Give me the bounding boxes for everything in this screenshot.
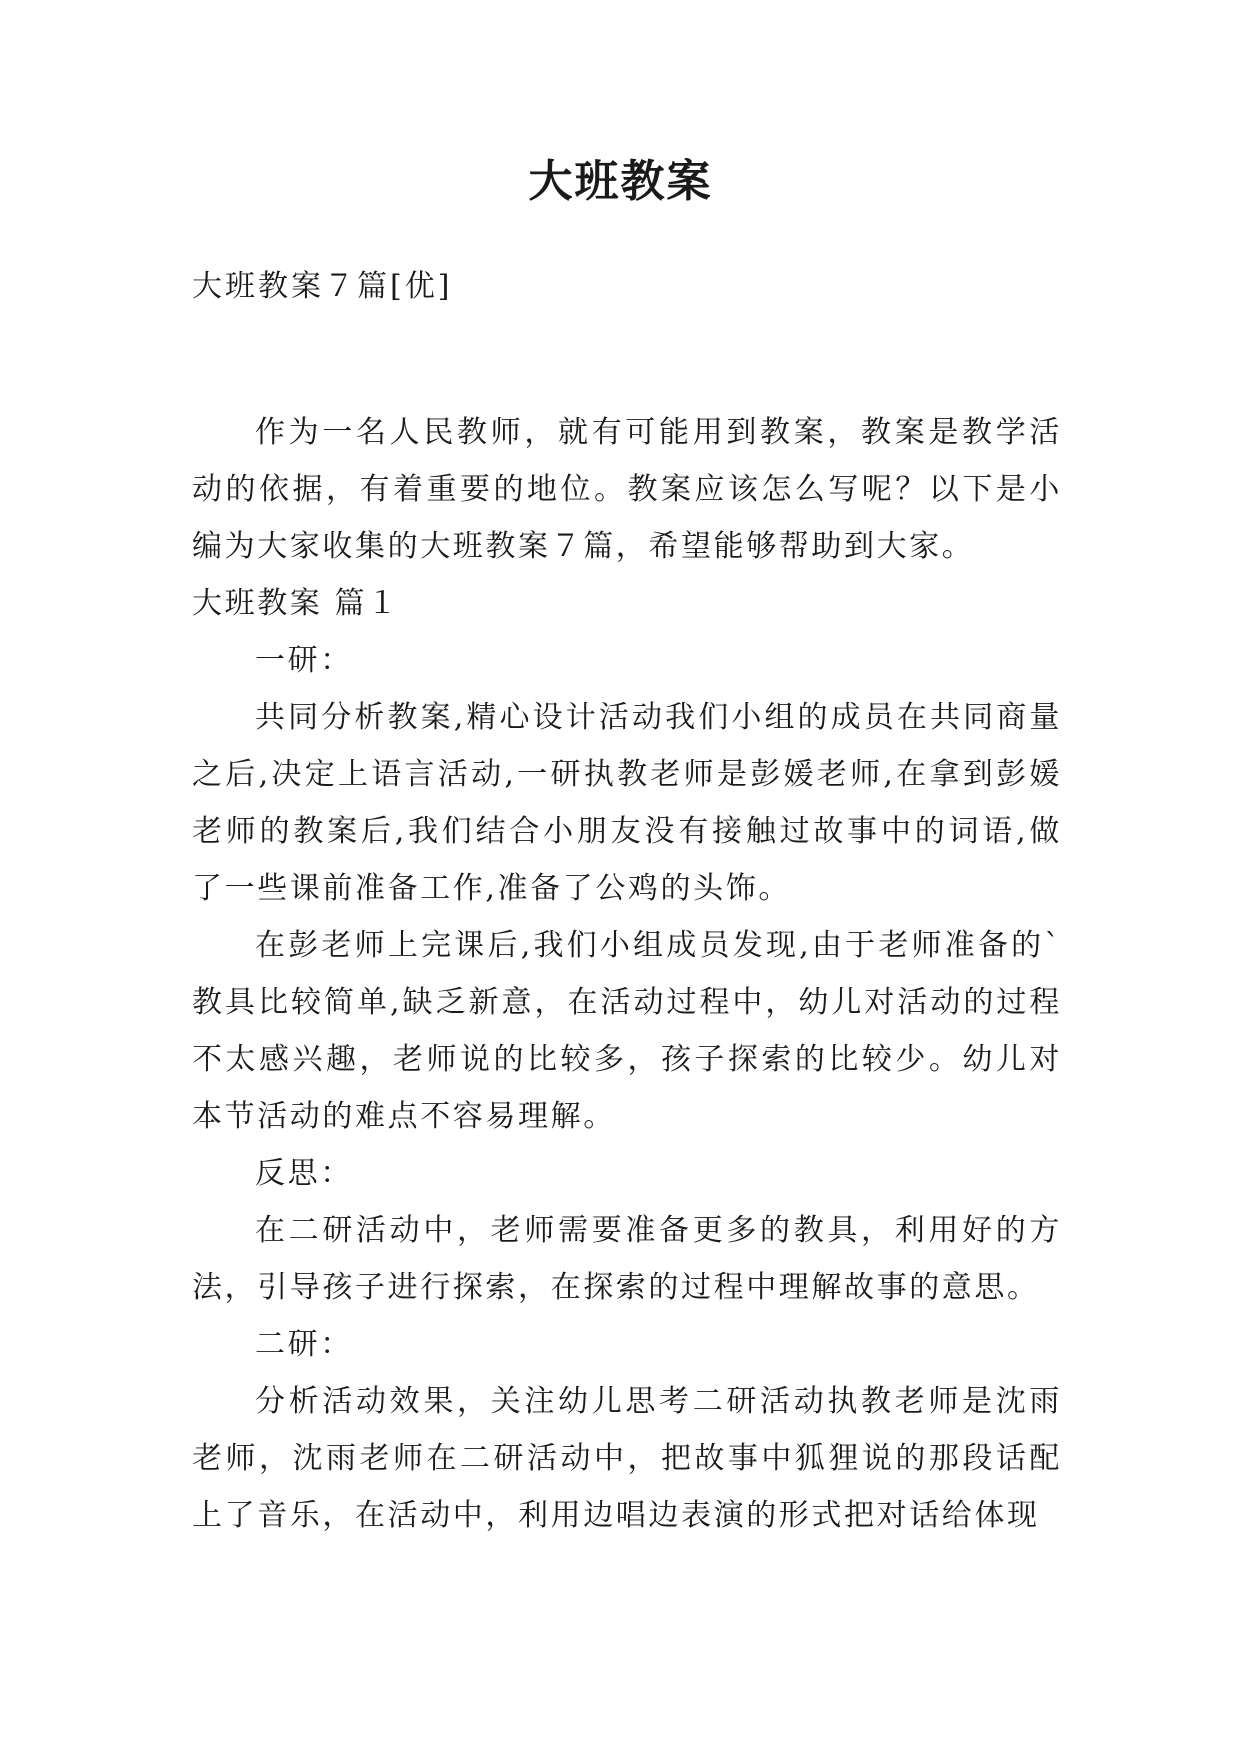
paragraph-intro: 作为一名人民教师，就有可能用到教案，教案是教学活动的依据，有着重要的地位。教案应该怎么写呢？以下是小编为大家收集的大班教案７篇，希望能够帮助到大家。 (192, 415, 1062, 564)
paragraph-second-study: 分析活动效果，关注幼儿思考二研活动执教老师是沈雨老师，沈雨老师在二研活动中，把故事中狐狸说的那段话配上了音乐，在活动中，利用边唱边表演的形式把对话给体现 (192, 1384, 1062, 1533)
document-title: 大班教案 (528, 156, 713, 207)
document-subtitle: 大班教案７篇[优] (192, 269, 453, 304)
paragraph-reflection-heading: 反思： (255, 1156, 353, 1191)
section-heading: 大班教案 篇１ (192, 586, 400, 621)
paragraph-second-study-heading: 二研： (255, 1327, 353, 1362)
paragraph-reflection: 在二研活动中，老师需要准备更多的教具，利用好的方法，引导孩子进行探索，在探索的过程中理解故事的意思。 (192, 1213, 1062, 1305)
paragraph-first-study: 共同分析教案,精心设计活动我们小组的成员在共同商量之后,决定上语言活动,一研执教老师是彭媛老师,在拿到彭媛老师的教案后,我们结合小朋友没有接触过故事中的词语,做了一些课前准备工作,准备了公鸡的头饰。 (192, 700, 1062, 906)
document-body (192, 404, 1062, 1544)
paragraph-first-study-heading: 一研： (255, 643, 353, 678)
paragraph-observation: 在彭老师上完课后,我们小组成员发现,由于老师准备的`教具比较简单,缺乏新意，在活动过程中，幼儿对活动的过程不太感兴趣，老师说的比较多，孩子探索的比较少。幼儿对本节活动的难点不容易理解。 (192, 928, 1062, 1134)
